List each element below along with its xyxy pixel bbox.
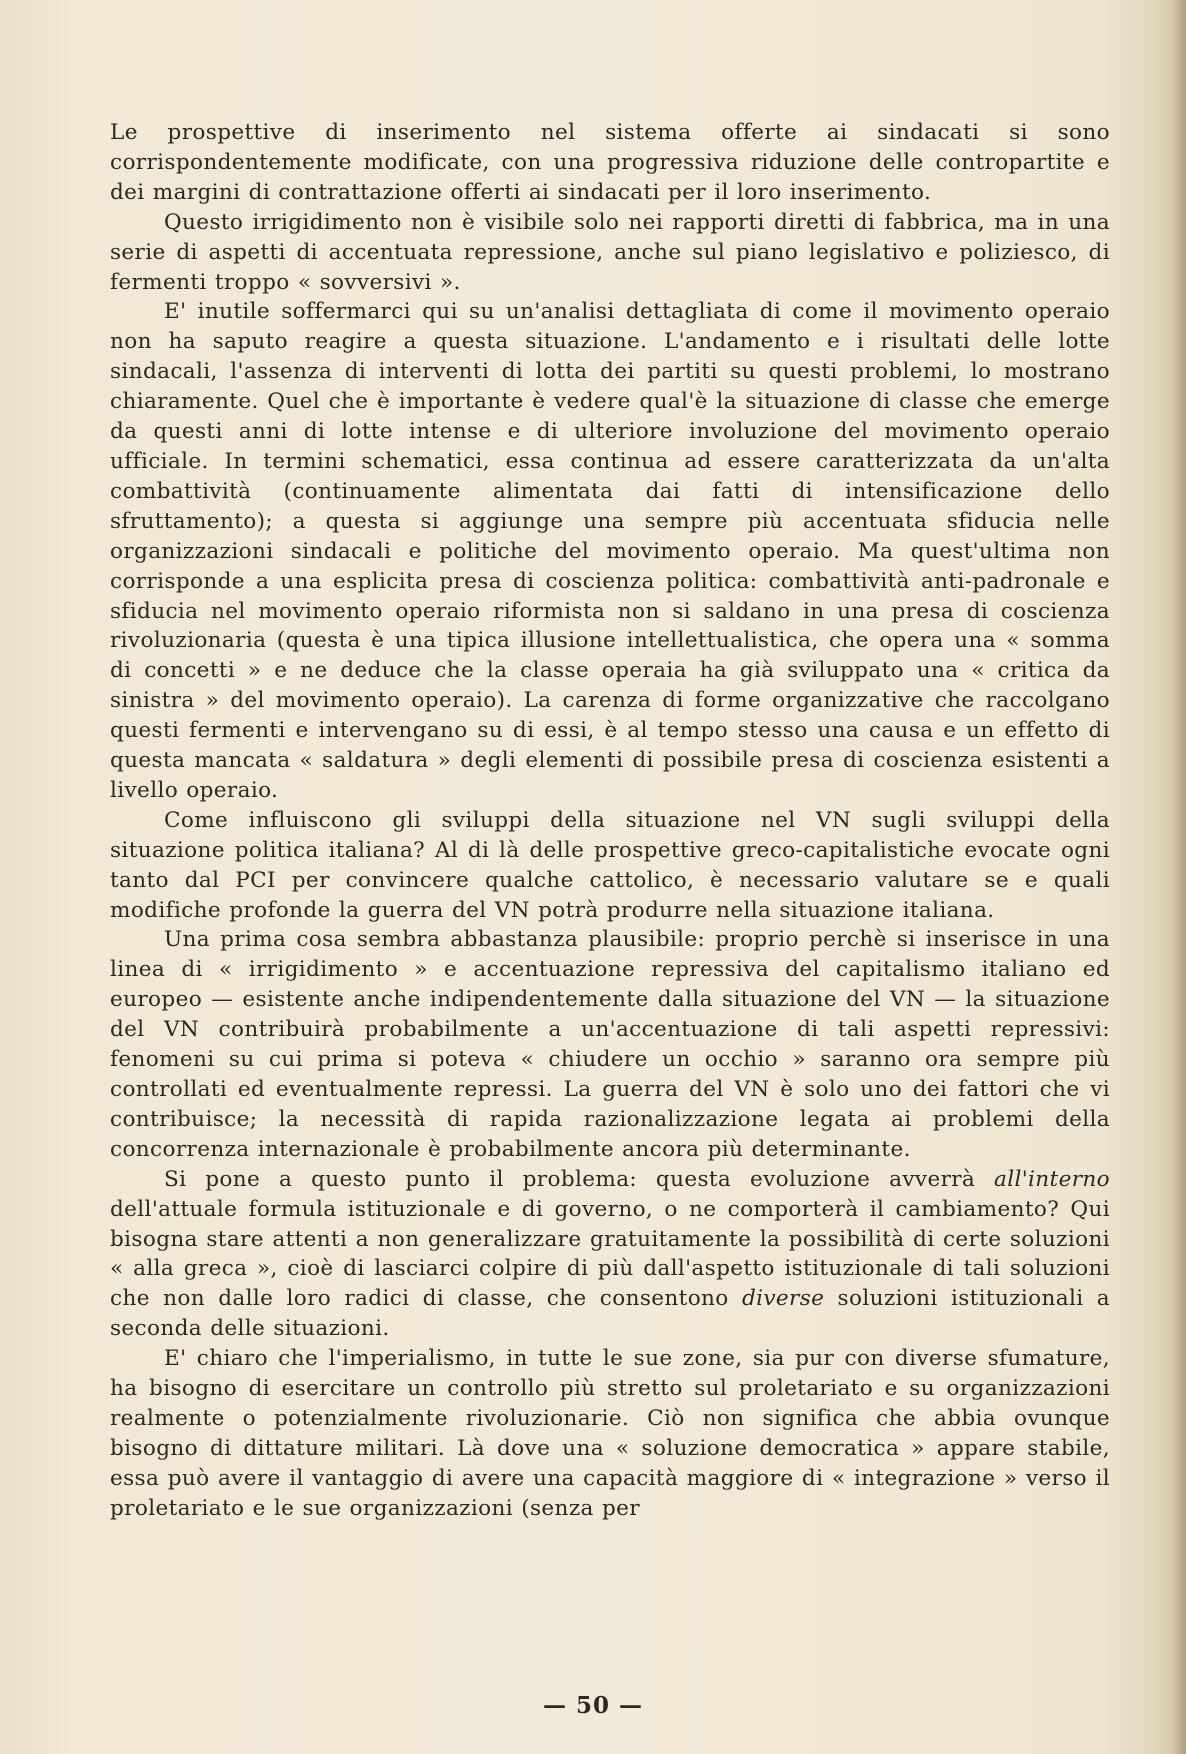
paragraph-4: Come influiscono gli sviluppi della situazione nel VN sugli sviluppi della situazione politica italiana? Al di là delle prospettive greco-capitalistiche evocate ogni tanto dal PCI per convincere qualche cattolico, è necessario valutare se e quali modifiche profonde la guerra del VN potrà produrre nella situazione italiana. — [110, 807, 1110, 923]
paragraph-5: Una prima cosa sembra abbastanza plausibile: proprio perchè si inserisce in una linea di « irrigidimento » e accentuazione repressiva del capitalismo italiano ed europeo — esistente anche indipendentemente dalla situazione del VN — la situazione del VN contribuirà probabilmente a un'accentuazione di tali aspetti repressivi: fenomeni su cui prima si poteva « chiudere un occhio » saranno ora sempre più controllati ed eventualmente repressi. La guerra del VN è solo uno dei fattori che vi contribuisce; la necessità di rapida razionalizzazione legata ai problemi della concorrenza internazionale è probabilmente ancora più determinante. — [110, 927, 1110, 1162]
page-number: — 50 — — [542, 1692, 644, 1719]
body-text — [110, 118, 1110, 1524]
paragraph-1: Le prospettive di inserimento nel sistema offerte ai sindacati si sono corrispondentemente modificate, con una progressiva riduzione delle contropartite e dei margini di contrattazione offerti ai sindacati per il loro inserimento. — [110, 120, 1110, 205]
paragraph-3: E' inutile soffermarci qui su un'analisi dettagliata di come il movimento operaio non ha saputo reagire a questa situazione. L'andamento e i risultati delle lotte sindacali, l'assenza di interventi di lotta dei partiti su questi problemi, lo mostrano chiaramente. Quel che è importante è vedere qual'è la situazione di classe che emerge da questi anni di lotte intense e di ulteriore involuzione del movimento operaio ufficiale. In termini schematici, essa continua ad essere caratterizzata da un'alta combattività (continuamente alimentata dai fatti di intensificazione dello sfruttamento); a questa si aggiunge una sempre più accentuata sfiducia nelle organizzazioni sindacali e politiche del movimento operaio. Ma quest'ultima non corrisponde a una esplicita presa di coscienza politica: combattività anti-padronale e sfiducia nel movimento operaio riformista non si saldano in una presa di coscienza rivoluzionaria (questa è una tipica illusione intellettualistica, che opera una « somma di concetti » e ne deduce che la classe operaia ha già sviluppato una « critica da sinistra » del movimento operaio). La carenza di forme organizzative che raccolgano questi fermenti e intervengano su di essi, è al tempo stesso una causa e un effetto di questa mancata « saldatura » degli elementi di possibile presa di coscienza esistenti a livello operaio. — [110, 299, 1110, 803]
paragraph-6-end: soluzioni istituzionali a seconda delle situazioni. — [110, 1286, 1111, 1342]
paragraph-6-middle: dell'attuale formula istituzionale e di governo, o ne comporterà il cambiamento? Qui bisogna stare attenti a non generalizzare gratuitamente la possibilità di certe soluzioni « alla greca », cioè di lasciarci colpire di più dall'aspetto istituzionale di tali soluzioni che non dalle loro radici di classe, che consentono — [110, 1196, 1110, 1312]
italic-diverse: diverse — [741, 1286, 825, 1312]
page-edge-shadow — [1172, 0, 1186, 1754]
paragraph-6 — [110, 1165, 1110, 1344]
italic-all-interno: all'interno — [994, 1166, 1110, 1192]
paragraph-7: E' chiaro che l'imperialismo, in tutte le sue zone, sia pur con diverse sfumature, ha bisogno di esercitare un controllo più stretto sul proletariato e su organizzazioni realmente o potenzialmente rivoluzionarie. Ciò non significa che abbia ovunque bisogno di dittature militari. Là dove una « soluzione democratica » appare stabile, essa può avere il vantaggio di avere una capacità maggiore di « integrazione » verso il proletariato e le sue organizzazioni (senza per — [110, 1346, 1110, 1521]
paragraph-6-start: Si pone a questo punto il problema: questa evoluzione avverrà — [164, 1166, 976, 1192]
paragraph-2: Questo irrigidimento non è visibile solo nei rapporti diretti di fabbrica, ma in una serie di aspetti di accentuata repressione, anche sul piano legislativo e poliziesco, di fermenti troppo « sovversivi ». — [110, 209, 1110, 295]
